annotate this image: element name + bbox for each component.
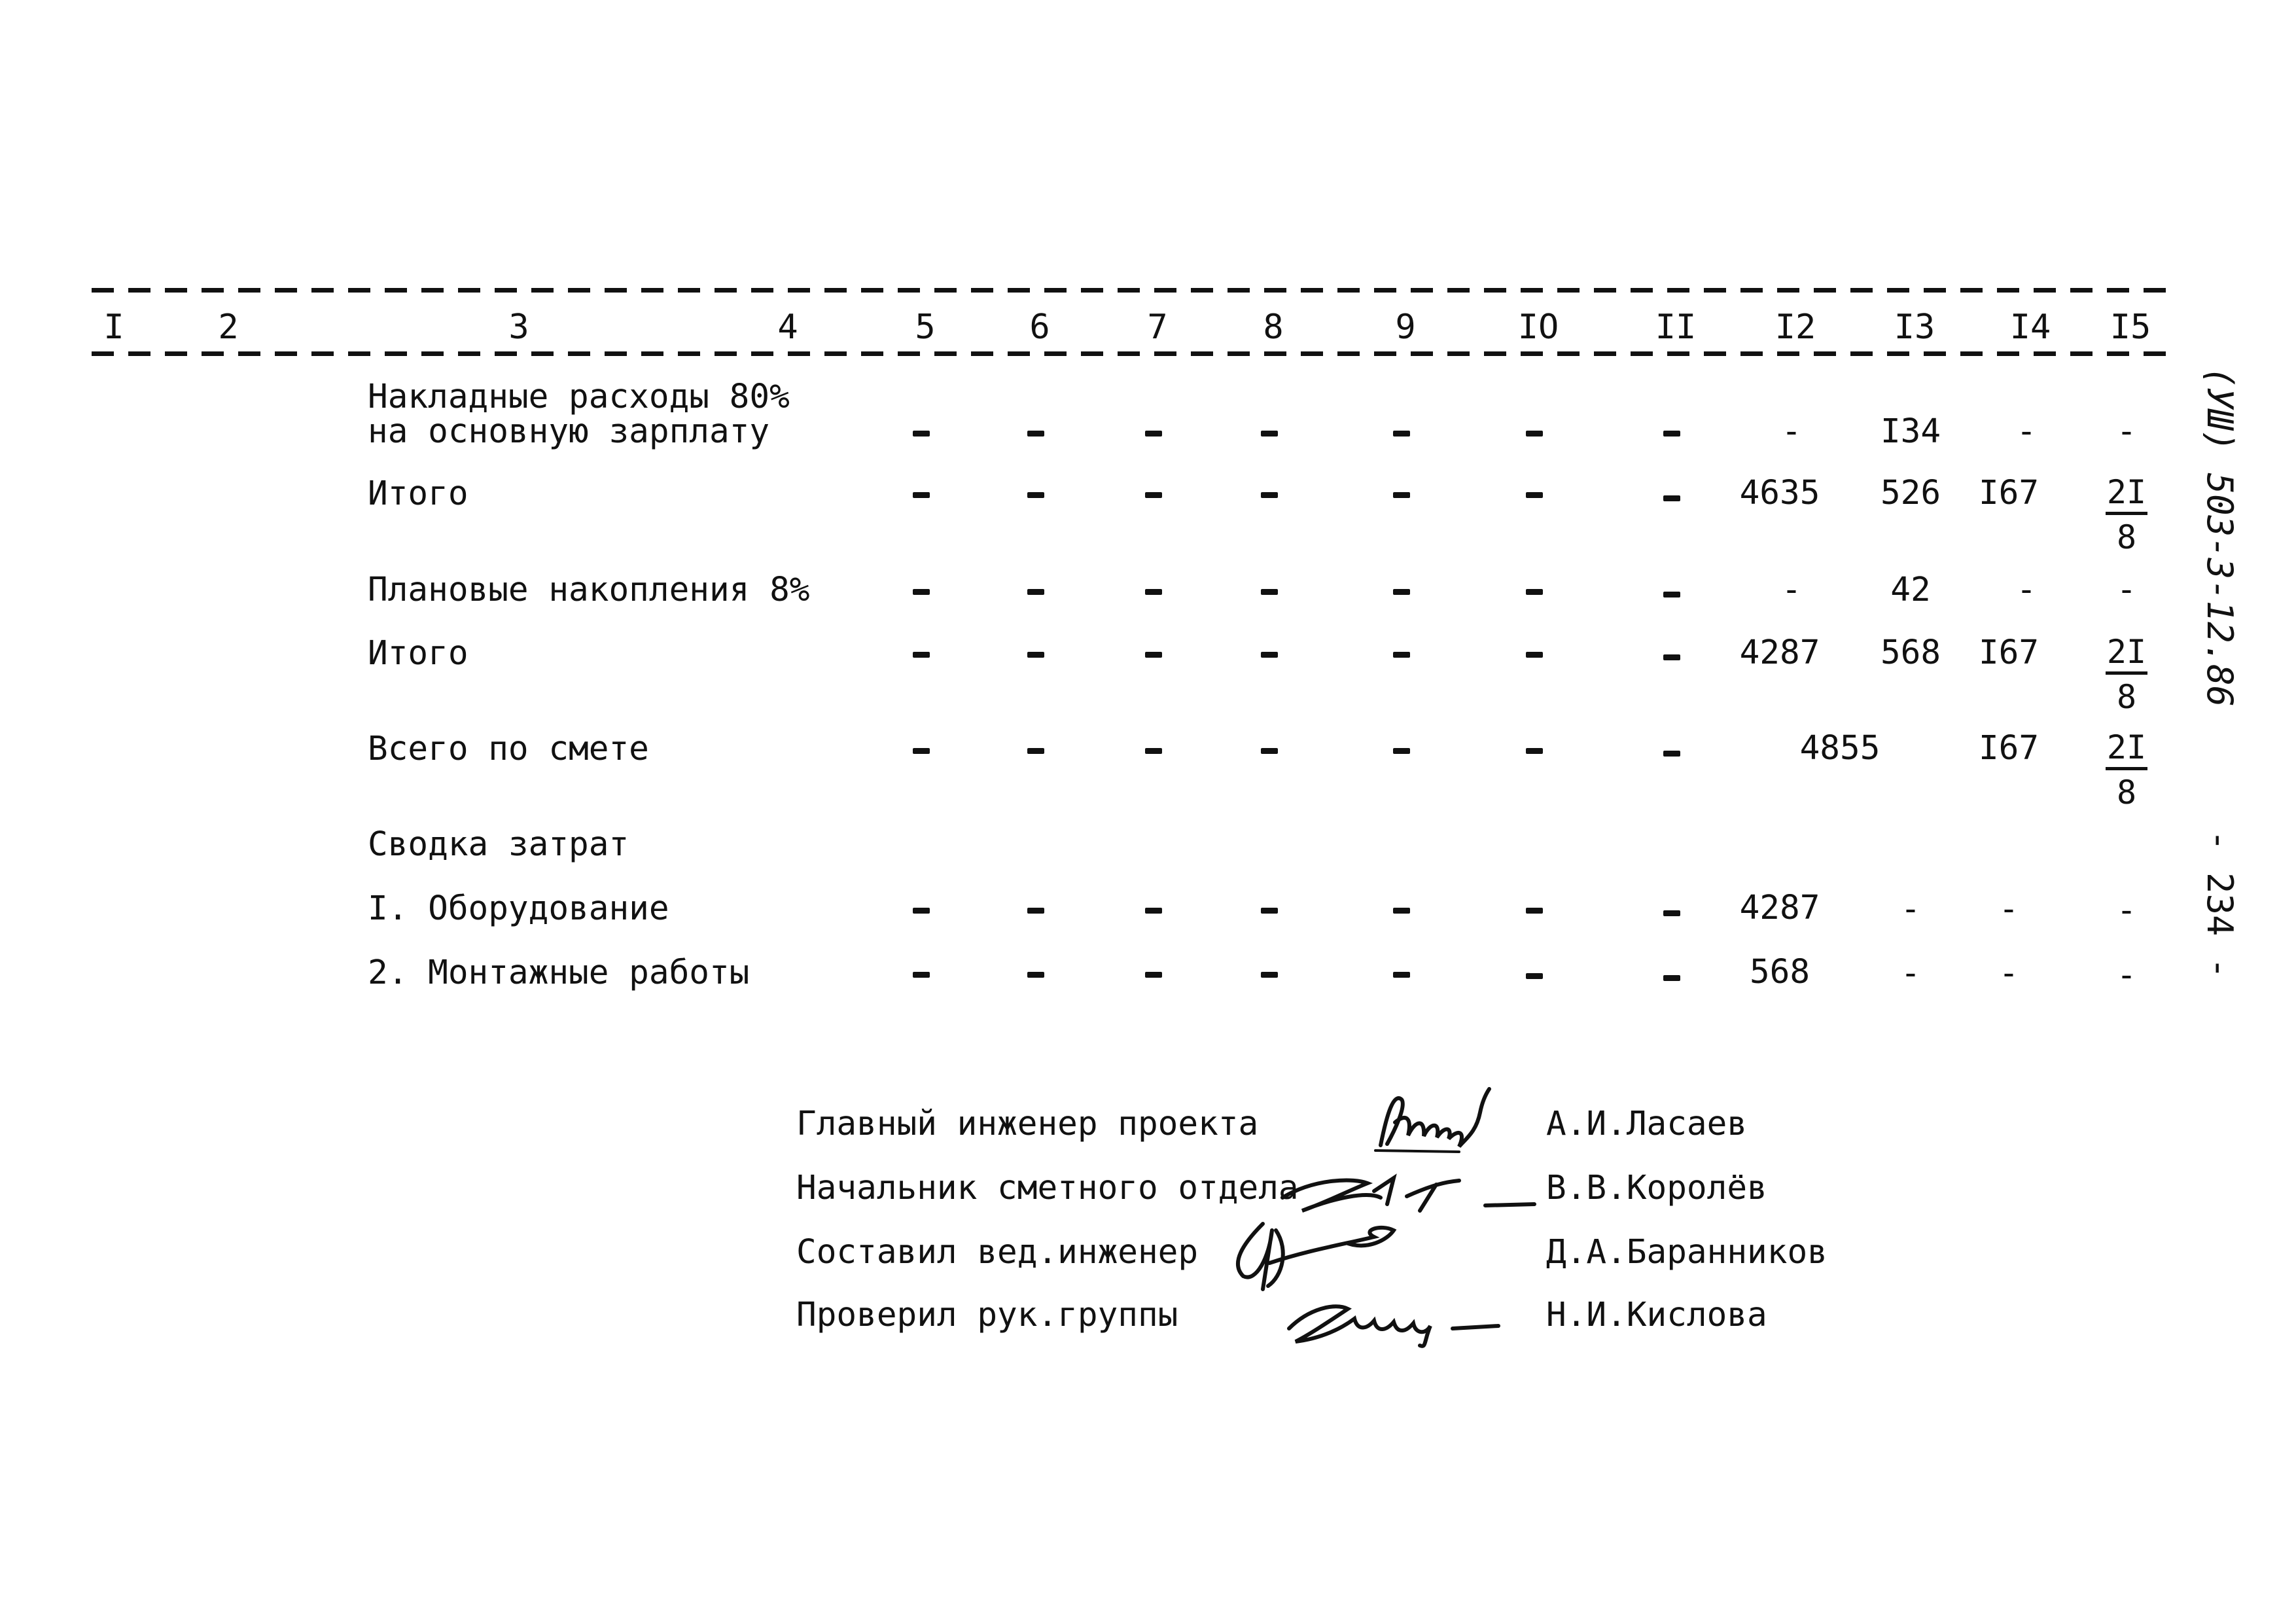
fraction-numerator: 2I bbox=[2106, 730, 2147, 770]
empty-cell bbox=[1526, 652, 1543, 658]
column-header-1: I bbox=[80, 308, 147, 347]
column-header-5: 5 bbox=[892, 308, 959, 347]
cell-col12: 4635 bbox=[1739, 474, 1820, 512]
empty-cell bbox=[1663, 495, 1680, 501]
empty-cell bbox=[1526, 431, 1543, 437]
cell-col12: - bbox=[1781, 571, 1802, 609]
empty-cell bbox=[1526, 973, 1543, 979]
empty-cell bbox=[1145, 652, 1162, 658]
cell-col13: 568 bbox=[1880, 633, 1941, 672]
empty-cell bbox=[1145, 492, 1162, 498]
empty-cell bbox=[913, 589, 930, 595]
empty-cell bbox=[1145, 748, 1162, 754]
cell-col14: I67 bbox=[1978, 474, 2040, 512]
column-header-8: 8 bbox=[1240, 308, 1307, 347]
empty-cell bbox=[1261, 748, 1278, 754]
empty-cell bbox=[1393, 492, 1410, 498]
empty-cell bbox=[1526, 908, 1543, 914]
empty-cell bbox=[913, 748, 930, 754]
row-label: 2. Монтажные работы bbox=[368, 954, 750, 992]
empty-cell bbox=[1027, 589, 1044, 595]
column-header-9: 9 bbox=[1372, 308, 1439, 347]
cell-col12-13-merged: 4855 bbox=[1799, 729, 1881, 768]
fraction-numerator: 2I bbox=[2106, 635, 2147, 675]
signer-role: Составил вед.инженер bbox=[796, 1233, 1199, 1272]
cell-col13: - bbox=[1900, 954, 1921, 993]
column-header-2: 2 bbox=[195, 308, 262, 347]
empty-cell bbox=[1393, 748, 1410, 754]
empty-cell bbox=[1261, 908, 1278, 914]
empty-cell bbox=[1393, 589, 1410, 595]
cell-col13: - bbox=[1900, 890, 1921, 929]
empty-cell bbox=[913, 492, 930, 498]
column-header-12: I2 bbox=[1762, 308, 1829, 347]
column-header-6: 6 bbox=[1006, 308, 1073, 347]
fraction-denominator: 8 bbox=[2116, 518, 2137, 556]
empty-cell bbox=[1261, 652, 1278, 658]
signer-role: Главный инженер проекта bbox=[796, 1105, 1259, 1143]
empty-cell bbox=[1663, 654, 1680, 660]
empty-cell bbox=[1261, 589, 1278, 595]
column-header-14: I4 bbox=[1997, 308, 2064, 347]
row-label-continued: на основную зарплату bbox=[368, 412, 770, 451]
empty-cell bbox=[1027, 652, 1044, 658]
cell-col13: 526 bbox=[1880, 474, 1941, 512]
empty-cell bbox=[1393, 972, 1410, 978]
column-header-7: 7 bbox=[1124, 308, 1191, 347]
cell-col15: - bbox=[2116, 412, 2137, 451]
table-top-rule bbox=[92, 288, 2169, 293]
handwritten-signature bbox=[1361, 1073, 1531, 1171]
empty-cell bbox=[1145, 589, 1162, 595]
empty-cell bbox=[1027, 492, 1044, 498]
cell-col12: 4287 bbox=[1739, 633, 1820, 672]
empty-cell bbox=[1663, 431, 1680, 437]
column-header-10: IO bbox=[1505, 308, 1572, 347]
fraction-numerator: 2I bbox=[2106, 475, 2147, 515]
signer-name: Д.А.Баранников bbox=[1546, 1233, 1828, 1272]
cell-col14: - bbox=[2016, 571, 2037, 609]
empty-cell bbox=[1663, 975, 1680, 981]
empty-cell bbox=[1027, 972, 1044, 978]
cell-col14: I67 bbox=[1978, 729, 2040, 768]
cell-col12: - bbox=[1781, 412, 1802, 451]
row-label: Всего по смете bbox=[368, 730, 649, 768]
cell-col15: - bbox=[2116, 956, 2137, 995]
empty-cell bbox=[1663, 751, 1680, 757]
signer-name: Н.И.Кислова bbox=[1546, 1296, 1767, 1334]
empty-cell bbox=[1526, 492, 1543, 498]
column-header-15: I5 bbox=[2097, 308, 2164, 347]
empty-cell bbox=[1027, 908, 1044, 914]
cell-col14: I67 bbox=[1978, 633, 2040, 672]
empty-cell bbox=[1261, 431, 1278, 437]
empty-cell bbox=[1261, 972, 1278, 978]
signer-name: В.В.Королёв bbox=[1546, 1169, 1767, 1207]
empty-cell bbox=[913, 652, 930, 658]
signer-name: А.И.Ласаев bbox=[1546, 1105, 1748, 1143]
empty-cell bbox=[913, 908, 930, 914]
row-label: Итого bbox=[368, 634, 468, 673]
section-heading: Сводка затрат bbox=[368, 825, 629, 864]
cell-col15-fraction bbox=[2100, 635, 2153, 714]
empty-cell bbox=[913, 972, 930, 978]
row-label: Итого bbox=[368, 474, 468, 513]
column-header-3: 3 bbox=[486, 308, 552, 347]
document-code: (УШ) 503-3-12.86 bbox=[2199, 366, 2240, 707]
signer-role: Начальник сметного отдела bbox=[796, 1169, 1299, 1207]
empty-cell bbox=[1145, 972, 1162, 978]
page-number: - 234 - bbox=[2199, 830, 2240, 979]
fraction-denominator: 8 bbox=[2116, 678, 2137, 716]
empty-cell bbox=[1145, 431, 1162, 437]
cell-col12: 568 bbox=[1749, 953, 1810, 991]
column-header-11: II bbox=[1642, 308, 1709, 347]
empty-cell bbox=[1027, 431, 1044, 437]
cell-col15-fraction bbox=[2100, 475, 2153, 554]
cell-col13: I34 bbox=[1880, 412, 1941, 451]
empty-cell bbox=[1393, 908, 1410, 914]
row-label: Накладные расходы 80% bbox=[368, 378, 790, 416]
empty-cell bbox=[1261, 492, 1278, 498]
signer-role: Проверил рук.группы bbox=[796, 1296, 1178, 1334]
cell-col12: 4287 bbox=[1739, 889, 1820, 927]
cell-col13: 42 bbox=[1890, 571, 1931, 609]
empty-cell bbox=[1393, 431, 1410, 437]
empty-cell bbox=[1663, 592, 1680, 597]
column-header-4: 4 bbox=[754, 308, 821, 347]
row-label: I. Оборудование bbox=[368, 889, 669, 928]
cell-col14: - bbox=[1998, 954, 2019, 993]
empty-cell bbox=[913, 431, 930, 437]
empty-cell bbox=[1145, 908, 1162, 914]
empty-cell bbox=[1027, 748, 1044, 754]
row-label: Плановые накопления 8% bbox=[368, 571, 810, 609]
empty-cell bbox=[1526, 748, 1543, 754]
table-header-rule bbox=[92, 351, 2169, 356]
handwritten-signature bbox=[1276, 1283, 1551, 1355]
cell-col15: - bbox=[2116, 571, 2137, 609]
cell-col15: - bbox=[2116, 891, 2137, 930]
empty-cell bbox=[1393, 652, 1410, 658]
fraction-denominator: 8 bbox=[2116, 774, 2137, 812]
cell-col14: - bbox=[2016, 412, 2037, 451]
cell-col14: - bbox=[1998, 890, 2019, 929]
cell-col15-fraction bbox=[2100, 730, 2153, 810]
empty-cell bbox=[1663, 910, 1680, 916]
column-header-13: I3 bbox=[1881, 308, 1948, 347]
empty-cell bbox=[1526, 589, 1543, 595]
